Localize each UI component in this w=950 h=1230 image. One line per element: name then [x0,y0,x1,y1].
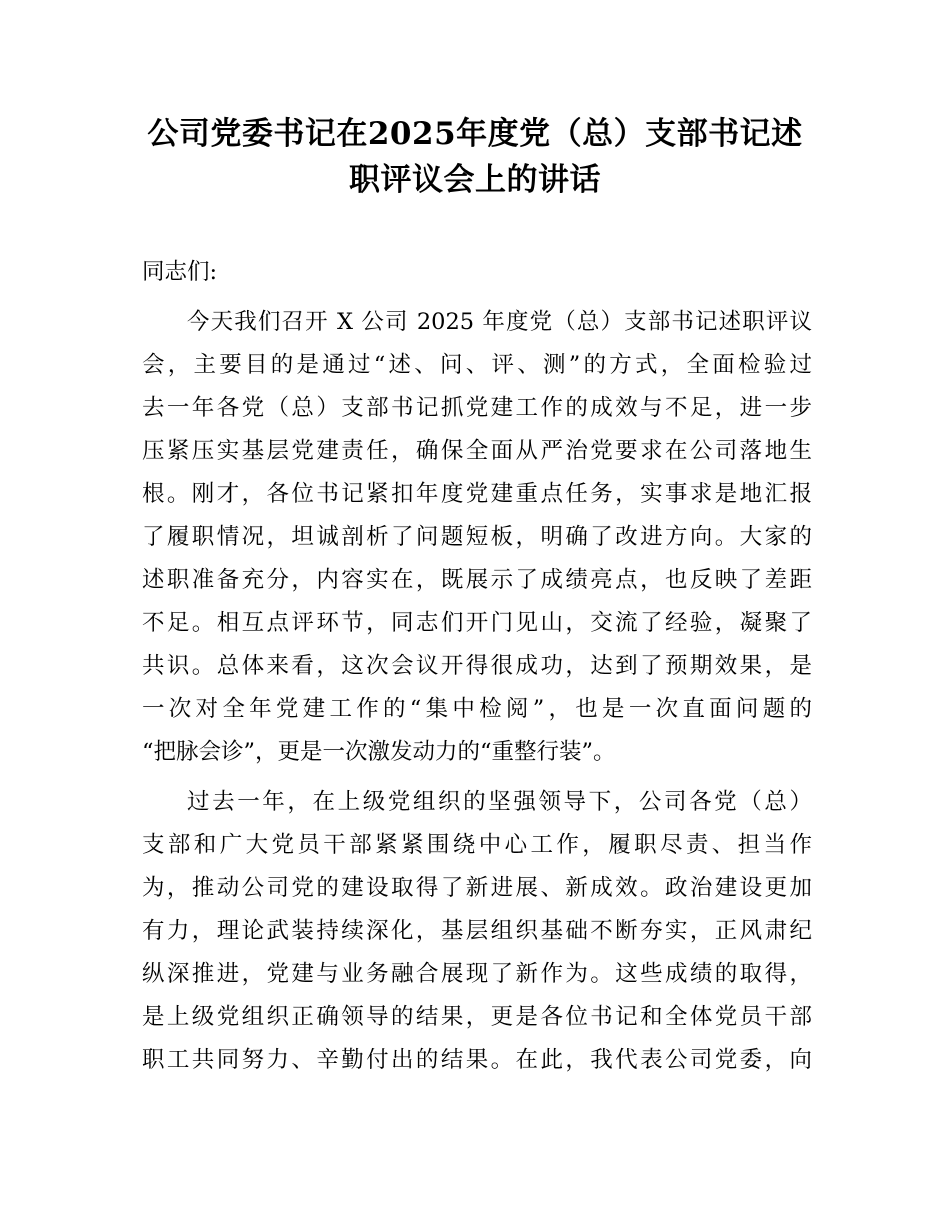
paragraph-line: 共识。总体来看，这次会议开得很成功，达到了预期效果，是 [142,653,812,679]
paragraph-line: 根。刚才，各位书记紧扣年度党建重点任务，实事求是地汇报 [142,481,812,507]
paragraph-line: 压紧压实基层党建责任，确保全面从严治党要求在公司落地生 [142,438,812,464]
salutation: 同志们: [142,259,218,285]
paragraph-line: 了履职情况，坦诚剖析了问题短板，明确了改进方向。大家的 [142,524,812,550]
paragraph-line: 一次对全年党建工作的“集中检阅”，也是一次直面问题的 [142,696,812,722]
title-line-2: 职评议会上的讲话 [349,162,601,198]
paragraph-line: 述职准备充分，内容实在，既展示了成绩亮点，也反映了差距 [142,567,812,593]
paragraph-line: 支部和广大党员干部紧紧围绕中心工作，履职尽责、担当作 [142,832,812,858]
paragraph-line: 纵深推进，党建与业务融合展现了新作为。这些成绩的取得， [142,961,812,987]
title-line-1: 公司党委书记在2025年度党（总）支部书记述 [147,116,803,152]
paragraph-1 [142,301,812,774]
paragraph-line: 去一年各党（总）支部书记抓党建工作的成效与不足，进一步 [142,395,812,421]
paragraph-2 [142,781,812,1082]
document-title [120,111,830,203]
paragraph-line: 是上级党组织正确领导的结果，更是各位书记和全体党员干部 [142,1004,812,1030]
paragraph-line: 会，主要目的是通过“述、问、评、测”的方式，全面检验过 [142,352,812,378]
document-body [142,251,812,1089]
paragraph-line: 有力，理论武装持续深化，基层组织基础不断夯实，正风肃纪 [142,918,812,944]
paragraph-line: 不足。相互点评环节，同志们开门见山，交流了经验，凝聚了 [142,610,812,636]
paragraph-line: 过去一年，在上级党组织的坚强领导下，公司各党（总） [187,789,812,815]
paragraph-line: 为，推动公司党的建设取得了新进展、新成效。政治建设更加 [142,875,812,901]
paragraph-line: 今天我们召开 X 公司 2025 年度党（总）支部书记述职评议 [187,309,812,335]
paragraph-line: 职工共同努力、辛勤付出的结果。在此，我代表公司党委，向 [142,1047,812,1073]
paragraph-line: “把脉会诊”，更是一次激发动力的“重整行装”。 [142,739,616,765]
